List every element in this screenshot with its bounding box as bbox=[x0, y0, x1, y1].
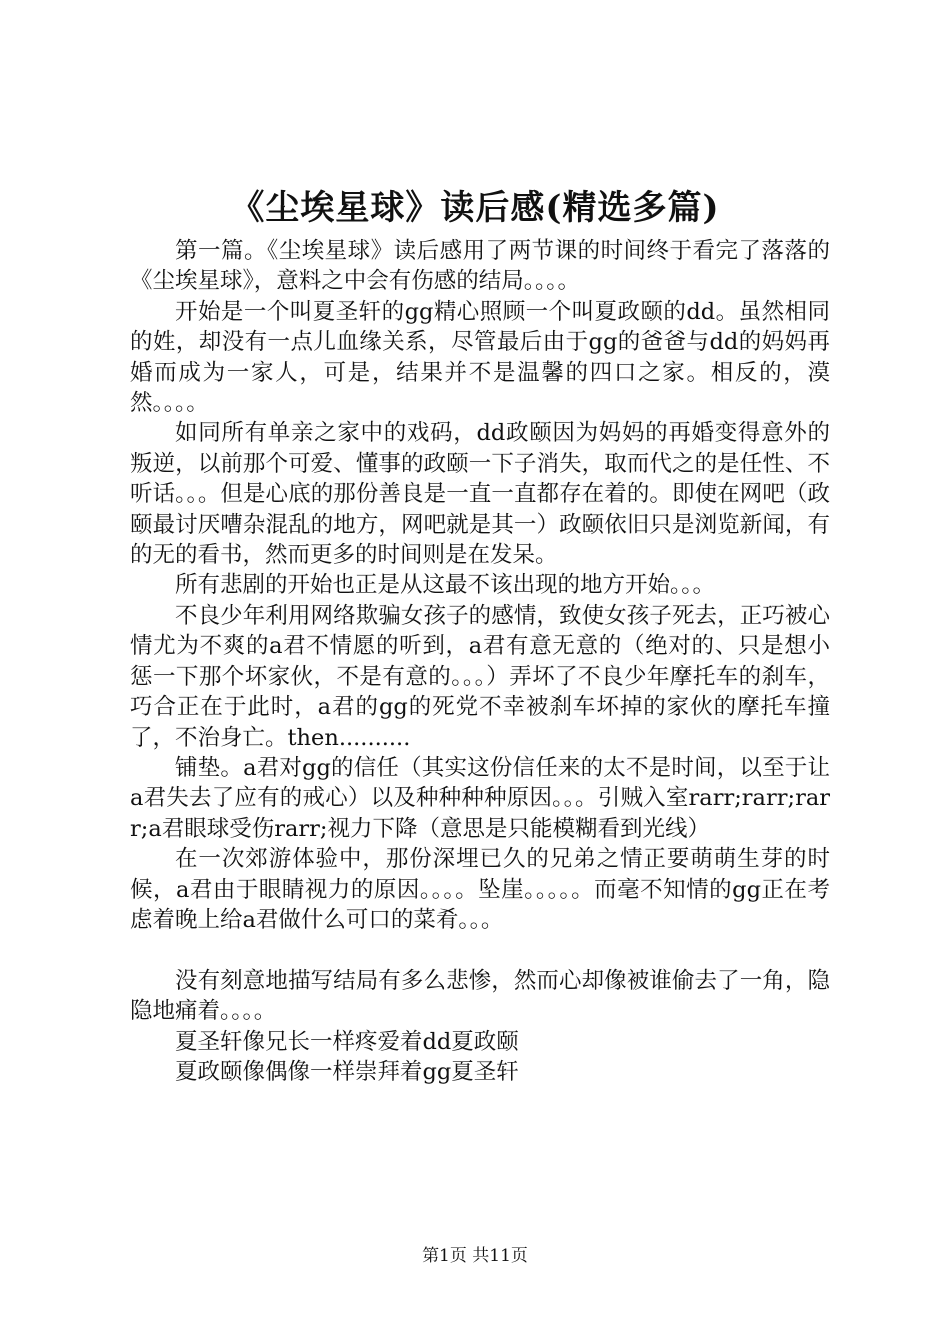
page-footer: 第1页 共11页 bbox=[422, 1246, 528, 1266]
paragraph-6: 铺垫。a君对gg的信任（其实这份信任来的太不是时间，以至于让a君失去了应有的戒心）以及种种种种原因。。。引贼入室rarr;rarr;rarr;a君眼球受伤rarr;视力下降（意思是只能模糊看到光线） bbox=[130, 754, 830, 842]
document-body bbox=[130, 236, 830, 1087]
paragraph-3: 如同所有单亲之家中的戏码，dd政颐因为妈妈的再婚变得意外的叛逆，以前那个可爱、懂事的政颐一下子消失，取而代之的是任性、不听话。。。但是心底的那份善良是一直一直都存在着的。即使在网吧（政颐最讨厌嘈杂混乱的地方，网吧就是其一）政颐依旧只是浏览新闻，有的无的看书，然而更多的时间则是在发呆。 bbox=[130, 420, 830, 569]
paragraph-10: 夏政颐像偶像一样崇拜着gg夏圣轩 bbox=[175, 1058, 519, 1085]
document-title: 《尘埃星球》读后感(精选多篇) bbox=[230, 188, 720, 228]
paragraph-7: 在一次郊游体验中，那份深埋已久的兄弟之情正要萌萌生芽的时候，a君由于眼睛视力的原因。。。。坠崖。。。。。而毫不知情的gg正在考虑着晚上给a君做什么可口的菜肴。。。 bbox=[130, 846, 830, 933]
paragraph-4: 所有悲剧的开始也正是从这最不该出现的地方开始。。。 bbox=[175, 572, 716, 599]
paragraph-8: 没有刻意地描写结局有多么悲惨，然而心却像被谁偷去了一角，隐隐地痛着。。。。 bbox=[130, 967, 830, 1025]
paragraph-9: 夏圣轩像兄长一样疼爱着dd夏政颐 bbox=[175, 1028, 519, 1055]
paragraph-2: 开始是一个叫夏圣轩的gg精心照顾一个叫夏政颐的dd。虽然相同的姓，却没有一点儿血缘关系，尽管最后由于gg的爸爸与dd的妈妈再婚而成为一家人，可是，结果并不是温馨的四口之家。相反的，漠然。。。。 bbox=[130, 298, 830, 417]
paragraph-5: 不良少年利用网络欺骗女孩子的感情，致使女孩子死去，正巧被心情尤为不爽的a君不情愿的听到，a君有意无意的（绝对的、只是想小惩一下那个坏家伙，不是有意的。。。）弄坏了不良少年摩托车的刹车，巧合正在于此时，a君的gg的死党不幸被刹车坏掉的家伙的摩托车撞了，不治身亡。then.......... bbox=[130, 602, 830, 751]
blank-line bbox=[130, 935, 830, 965]
paragraph-1: 第一篇。《尘埃星球》读后感用了两节课的时间终于看完了落落的《尘埃星球》，意料之中会有伤感的结局。。。。 bbox=[130, 238, 830, 295]
